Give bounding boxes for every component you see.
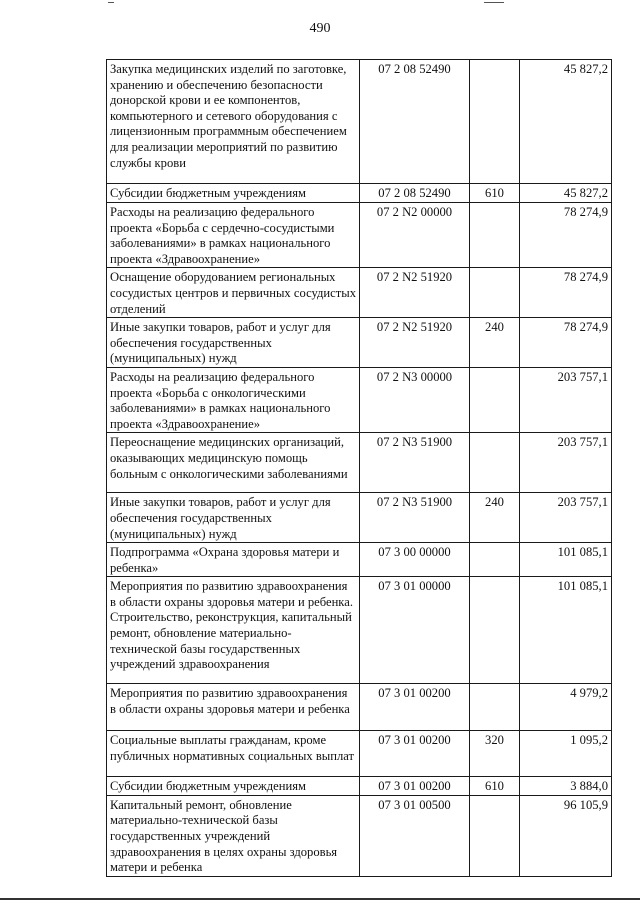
row-name: Капитальный ремонт, обновление материально-технической базы государственных учреждений здравоохранения в целях охраны здоровья матери и ребенка (107, 795, 360, 876)
row-amount: 3 884,0 (520, 777, 612, 796)
row-type: 240 (470, 493, 520, 543)
row-amount: 203 757,1 (520, 493, 612, 543)
table-row (107, 367, 612, 432)
row-name: Мероприятия по развитию здравоохранения в области охраны здоровья матери и ребенка. Строительство, реконструкция, капитальный ремонт, обновление материально-технической базы государственных учреждений здравоохранения (107, 577, 360, 684)
row-amount: 45 827,2 (520, 60, 612, 184)
row-code: 07 3 01 00500 (360, 795, 470, 876)
table-row (107, 731, 612, 777)
row-type: 320 (470, 731, 520, 777)
row-type (470, 203, 520, 268)
row-amount: 45 827,2 (520, 184, 612, 203)
row-code: 07 2 N3 00000 (360, 367, 470, 432)
row-code: 07 2 N2 00000 (360, 203, 470, 268)
row-code: 07 3 01 00200 (360, 684, 470, 731)
table-row (107, 493, 612, 543)
row-name: Иные закупки товаров, работ и услуг для обеспечения государственных (муниципальных) нужд (107, 493, 360, 543)
row-name: Расходы на реализацию федерального проекта «Борьба с онкологическими заболеваниями» в рамках национального проекта «Здравоохранение» (107, 367, 360, 432)
row-amount: 4 979,2 (520, 684, 612, 731)
table-row (107, 268, 612, 318)
table-row (107, 543, 612, 577)
row-amount: 203 757,1 (520, 367, 612, 432)
row-code: 07 2 N3 51900 (360, 493, 470, 543)
row-code: 07 3 01 00000 (360, 577, 470, 684)
row-code: 07 2 N2 51920 (360, 318, 470, 368)
page-number: 490 (309, 21, 331, 36)
row-type (470, 433, 520, 493)
row-name: Субсидии бюджетным учреждениям (107, 184, 360, 203)
table-row (107, 795, 612, 876)
row-type: 610 (470, 184, 520, 203)
scan-mark-top-left (108, 2, 114, 3)
row-type (470, 577, 520, 684)
row-name: Социальные выплаты гражданам, кроме публичных нормативных социальных выплат (107, 731, 360, 777)
row-type: 610 (470, 777, 520, 796)
table-row (107, 318, 612, 368)
table-row (107, 577, 612, 684)
scan-mark-top-right (484, 2, 504, 3)
row-amount: 1 095,2 (520, 731, 612, 777)
table-row (107, 684, 612, 731)
row-type (470, 60, 520, 184)
row-code: 07 3 00 00000 (360, 543, 470, 577)
table-row (107, 203, 612, 268)
row-name: Закупка медицинских изделий по заготовке, хранению и обеспечению безопасности донорской крови и ее компонентов, компьютерного и сетевого оборудования с лицензионным программным обеспечением для реализации мероприятий по развитию службы крови (107, 60, 360, 184)
table-row (107, 184, 612, 203)
row-code: 07 2 N2 51920 (360, 268, 470, 318)
row-amount: 78 274,9 (520, 268, 612, 318)
row-name: Иные закупки товаров, работ и услуг для обеспечения государственных (муниципальных) нужд (107, 318, 360, 368)
row-name: Расходы на реализацию федерального проекта «Борьба с сердечно-сосудистыми заболеваниями» в рамках национального проекта «Здравоохранение» (107, 203, 360, 268)
row-type (470, 268, 520, 318)
budget-table (106, 59, 612, 877)
row-amount: 78 274,9 (520, 203, 612, 268)
row-code: 07 2 08 52490 (360, 184, 470, 203)
row-code: 07 3 01 00200 (360, 731, 470, 777)
table-row (107, 60, 612, 184)
row-amount: 203 757,1 (520, 433, 612, 493)
scan-bottom-edge (0, 898, 640, 900)
row-type (470, 795, 520, 876)
table-row (107, 777, 612, 796)
row-name: Субсидии бюджетным учреждениям (107, 777, 360, 796)
row-type (470, 543, 520, 577)
row-amount: 78 274,9 (520, 318, 612, 368)
row-name: Переоснащение медицинских организаций, оказывающих медицинскую помощь больным с онкологическими заболеваниями (107, 433, 360, 493)
row-type (470, 684, 520, 731)
row-name: Оснащение оборудованием региональных сосудистых центров и первичных сосудистых отделений (107, 268, 360, 318)
table-row (107, 433, 612, 493)
row-type (470, 367, 520, 432)
row-amount: 96 105,9 (520, 795, 612, 876)
row-name: Мероприятия по развитию здравоохранения в области охраны здоровья матери и ребенка (107, 684, 360, 731)
row-code: 07 3 01 00200 (360, 777, 470, 796)
row-name: Подпрограмма «Охрана здоровья матери и ребенка» (107, 543, 360, 577)
row-amount: 101 085,1 (520, 543, 612, 577)
row-amount: 101 085,1 (520, 577, 612, 684)
row-code: 07 2 08 52490 (360, 60, 470, 184)
row-type: 240 (470, 318, 520, 368)
row-code: 07 2 N3 51900 (360, 433, 470, 493)
